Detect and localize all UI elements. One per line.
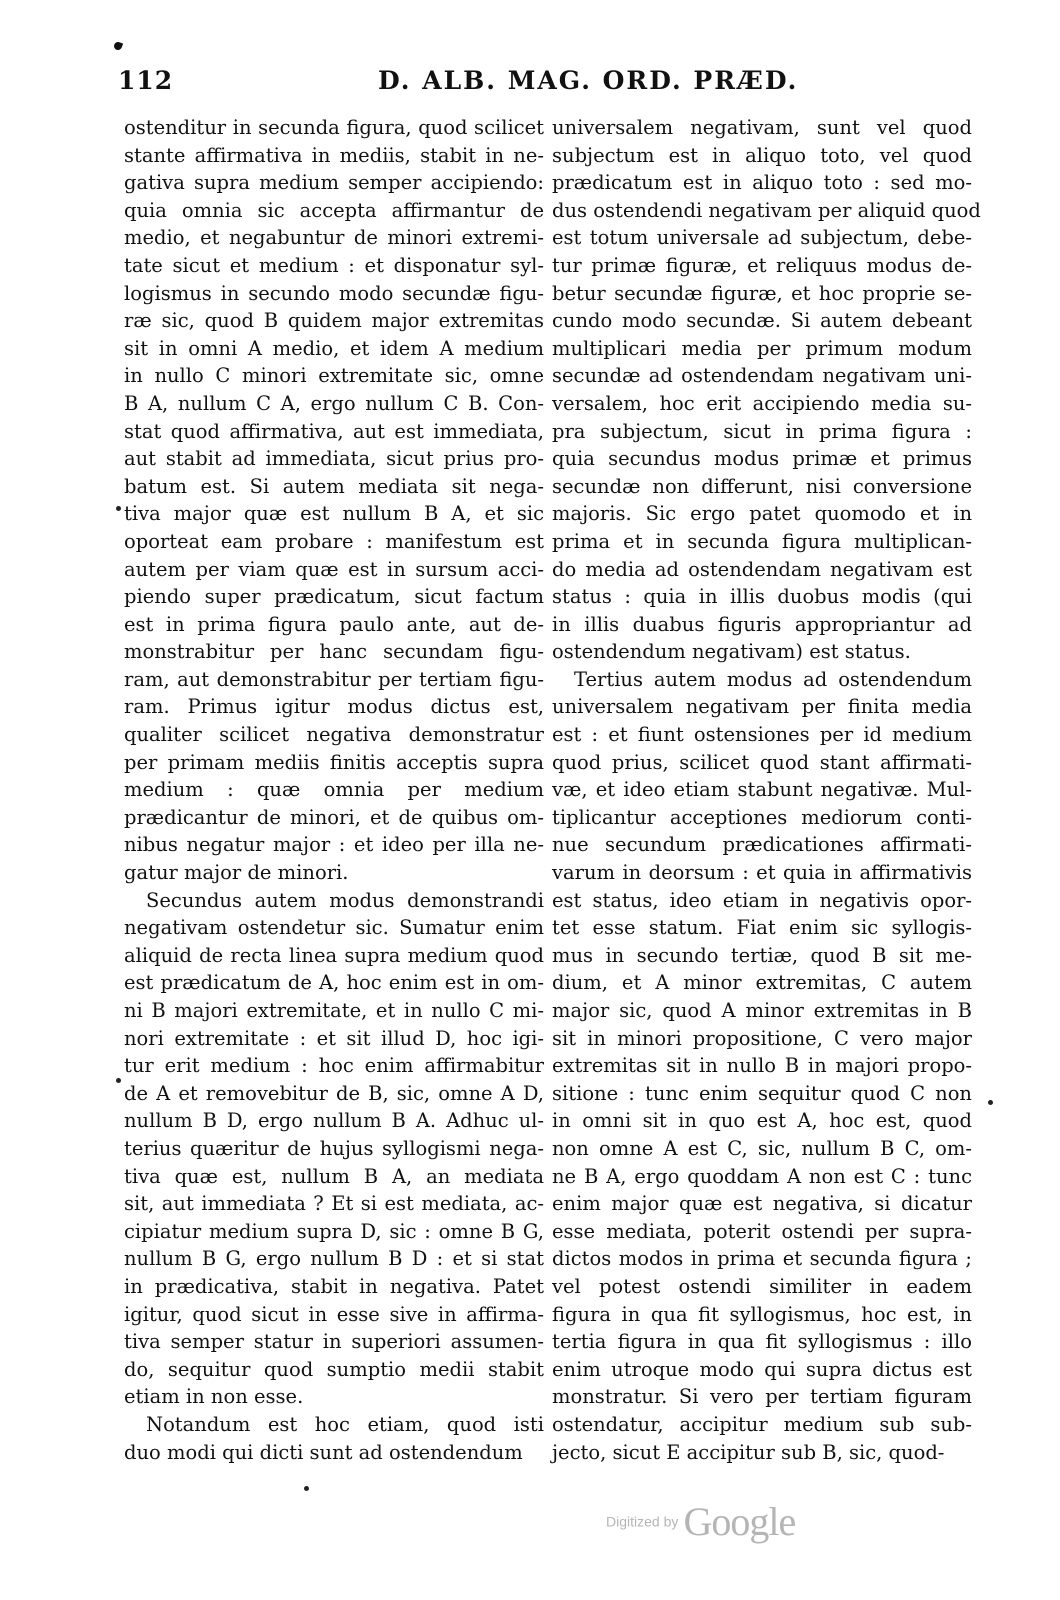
text-line: gatur major de minori. (124, 861, 349, 885)
text-line: in prædicativa, stabit in negativa. Patet (124, 1274, 544, 1298)
text-line: tiplicantur acceptiones mediorum conti- (552, 805, 972, 829)
text-line: aut stabit ad immediata, sicut prius pro- (124, 447, 544, 471)
text-line: universalem negativam, sunt vel quod (552, 116, 972, 139)
text-line: sit, aut immediata ? Et si est mediata, ac- (124, 1192, 544, 1216)
text-line: gativa supra medium semper accipiendo: (124, 171, 544, 195)
page-header (118, 66, 958, 106)
text-line: batum est. Si autem mediata sit nega- (124, 474, 544, 498)
text-line: subjectum est in aliquo toto, vel quod (552, 143, 972, 167)
text-line: vel potest ostendi similiter in eadem (552, 1274, 972, 1298)
text-line: versalem, hoc erit accipiendo media su- (552, 391, 972, 415)
text-line: ostenditur in secunda figura, quod scilicet (124, 116, 544, 139)
text-line: ni B majori extremitate, et in nullo C mi- (124, 999, 544, 1022)
text-line: est in prima figura paulo ante, aut de- (124, 612, 544, 636)
margin-dot (988, 1100, 993, 1105)
text-line: in omni sit in quo est A, hoc est, quod (552, 1109, 972, 1133)
margin-dot (116, 506, 121, 511)
text-line: logismus in secundo modo secundæ figu- (124, 281, 544, 305)
text-line: mus in secundo tertiæ, quod B sit me- (552, 943, 972, 967)
text-line: betur secundæ figuræ, et hoc proprie se- (552, 281, 972, 305)
text-line: piendo super prædicatum, sicut factum (124, 585, 544, 609)
text-line: status : quia in illis duobus modis (qui (552, 585, 972, 609)
text-line: nibus negatur major : et ideo per illa ne- (124, 833, 544, 857)
text-line: ostendendum negativam) est status. (552, 640, 911, 664)
text-line: pra subjectum, sicut in prima figura : (552, 419, 972, 443)
text-line: in illis duabus figuris appropriantur ad (552, 612, 972, 636)
text-line: medio, et negabuntur de minori extremi- (124, 226, 544, 250)
text-line: tet esse statum. Fiat enim sic syllogis- (552, 916, 972, 940)
text-line: duo modi qui dicti sunt ad ostendendum (124, 1440, 523, 1464)
text-line: stat quod affirmativa, aut est immediata, (124, 419, 544, 443)
text-line: multiplicari media per primum modum (552, 336, 972, 360)
text-line: sitione : tunc enim sequitur quod C non (552, 1081, 972, 1105)
right-column (552, 114, 981, 1466)
text-line: sit in omni A medio, et idem A medium (124, 336, 544, 360)
text-line: cundo modo secundæ. Si autem debeant (552, 309, 972, 333)
text-line: enim major quæ est negativa, si dicatur (552, 1192, 972, 1216)
text-line: ne B A, ergo quoddam A non est C : tunc (552, 1164, 972, 1188)
text-line: qualiter scilicet negativa demonstratur (124, 723, 544, 747)
text-line: negativam ostendetur sic. Sumatur enim (124, 916, 544, 940)
text-line: prædicatum est in aliquo toto : sed mo- (552, 171, 972, 195)
text-line: stante affirmativa in mediis, stabit in ne- (124, 143, 544, 167)
text-line: nullum B G, ergo nullum B D : et si stat (124, 1247, 544, 1271)
text-line: tertia figura in qua fit syllogismus : illo (552, 1330, 972, 1354)
text-line: ostendatur, accipitur medium sub sub- (552, 1412, 972, 1436)
ink-mark (113, 41, 123, 51)
text-line: do media ad ostendendam negativam est (552, 557, 972, 581)
text-line: B A, nullum C A, ergo nullum C B. Con- (124, 391, 544, 415)
text-line: nue secundum prædicationes affirmati- (552, 833, 972, 857)
running-head: D. ALB. MAG. ORD. PRÆD. (378, 66, 799, 95)
text-line: in nullo C minori extremitate sic, omne (124, 364, 544, 388)
text-line: prædicantur de minori, et de quibus om- (124, 805, 544, 829)
text-line: tiva quæ est, nullum B A, an mediata (124, 1164, 544, 1188)
text-line: esse mediata, poterit ostendi per supra- (552, 1219, 972, 1243)
text-line: tur erit medium : hoc enim affirmabitur (124, 1054, 544, 1078)
text-line: secundæ ad ostendendam negativam uni- (552, 364, 972, 388)
text-line: varum in deorsum : et quia in affirmativis (552, 861, 972, 885)
text-line: de A et removebitur de B, sic, omne A D, (124, 1081, 544, 1105)
text-line: medium : quæ omnia per medium (124, 778, 544, 802)
text-line: jecto, sicut E accipitur sub B, sic, quod- (552, 1440, 945, 1464)
text-line: major sic, quod A minor extremitas in B (552, 999, 972, 1022)
text-line: quia omnia sic accepta affirmantur de (124, 198, 544, 222)
text-line: aliquid de recta linea supra medium quod (124, 943, 544, 967)
text-line: tur primæ figuræ, et reliquus modus de- (552, 253, 972, 277)
text-line: quia secundus modus primæ et primus (552, 447, 972, 471)
text-line: majoris. Sic ergo patet quomodo et in (552, 502, 972, 526)
text-line: ram, aut demonstrabitur per tertiam figu- (124, 667, 544, 691)
text-line: dium, et A minor extremitas, C autem (552, 971, 972, 995)
text-line: cipiatur medium supra D, sic : omne B G, (124, 1219, 544, 1243)
text-line: extremitas sit in nullo B in majori propo- (552, 1054, 972, 1078)
text-line: est prædicatum de A, hoc enim est in om- (124, 971, 544, 995)
text-line: væ, et ideo etiam stabunt negativæ. Mul- (552, 778, 972, 802)
text-line: est status, ideo etiam in negativis opor- (552, 888, 972, 912)
text-line: monstratur. Si vero per tertiam figuram (552, 1385, 972, 1409)
text-line: ram. Primus igitur modus dictus est, (124, 695, 544, 719)
text-line: oporteat eam probare : manifestum est (124, 529, 544, 553)
text-line: tiva semper statur in superiori assumen- (124, 1330, 544, 1354)
text-line: autem per viam quæ est in sursum acci- (124, 557, 544, 581)
text-line: nori extremitate : et sit illud D, hoc igi- (124, 1026, 544, 1050)
text-line: figura in qua fit syllogismus, hoc est, in (552, 1302, 972, 1326)
text-line: Secundus autem modus demonstrandi (146, 888, 544, 912)
text-line: dictos modos in prima et secunda figura ; (552, 1247, 972, 1271)
text-line: dus ostendendi negativam per aliquid quod (552, 198, 981, 222)
text-line: enim utroque modo qui supra dictus est (552, 1357, 972, 1381)
digitized-by-text: Digitized by (606, 1513, 679, 1530)
text-line: igitur, quod sicut in esse sive in affirma- (124, 1302, 544, 1326)
left-column (124, 114, 544, 1466)
google-logo: Google (683, 1499, 796, 1544)
text-line: etiam in non esse. (124, 1385, 304, 1409)
margin-dot (116, 1078, 121, 1083)
text-line: prima et in secunda figura multiplican- (552, 529, 972, 553)
text-line: monstrabitur per hanc secundam figu- (124, 640, 544, 664)
text-line: Tertius autem modus ad ostendendum (574, 667, 972, 691)
text-line: nullum B D, ergo nullum B A. Adhuc ul- (124, 1109, 544, 1133)
text-line: tiva major quæ est nullum B A, et sic (124, 502, 544, 526)
text-line: secundæ non differunt, nisi conversione (552, 474, 972, 498)
text-line: Notandum est hoc etiam, quod isti (146, 1412, 544, 1436)
text-line: est : et fiunt ostensiones per id medium (552, 723, 972, 747)
text-line: tate sicut et medium : et disponatur syl- (124, 253, 544, 277)
margin-dot (304, 1486, 309, 1491)
text-line: sit in minori propositione, C vero major (552, 1026, 972, 1050)
text-line: est totum universale ad subjectum, debe- (552, 226, 972, 250)
text-line: do, sequitur quod sumptio medii stabit (124, 1357, 544, 1381)
page-number: 112 (118, 66, 174, 95)
digitized-watermark (606, 1498, 795, 1548)
text-line: ræ sic, quod B quidem major extremitas (124, 309, 544, 333)
text-line: per primam mediis finitis acceptis supra (124, 750, 544, 774)
text-line: quod prius, scilicet quod stant affirmati- (552, 750, 972, 774)
text-line: universalem negativam per finita media (552, 695, 972, 719)
text-line: non omne A est C, sic, nullum B C, om- (552, 1136, 972, 1160)
text-line: terius quæritur de hujus syllogismi nega- (124, 1136, 544, 1160)
